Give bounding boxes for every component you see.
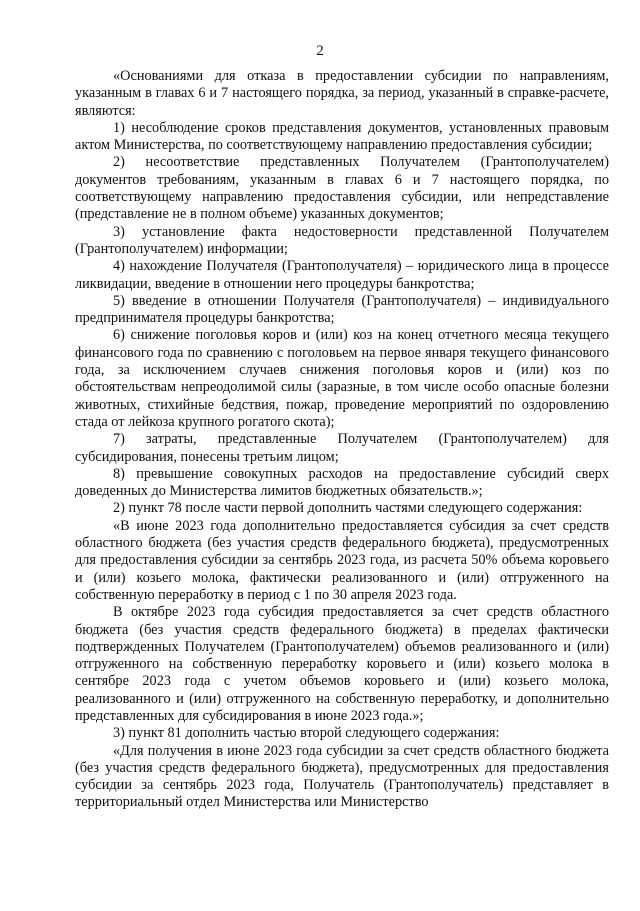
paragraph: 8) превышение совокупных расходов на предоставление субсидий сверх доведенных до Министерства лимитов бюджетных обязательств.»; <box>75 465 609 500</box>
paragraph: 4) нахождение Получателя (Грантополучателя) – юридического лица в процессе ликвидации, введение в отношении него процедуры банкротства; <box>75 258 609 292</box>
paragraph: 2) несоответствие представленных Получателем (Грантополучателем) документов требованиям, указанным в главах 6 и 7 настоящего порядка, по соответствующему направлению предоставления субсидии, или непредставление (представление не в полном объеме) указанных документов; <box>75 154 609 223</box>
page-number: 2 <box>316 43 324 59</box>
paragraph: «Для получения в июне 2023 года субсидии за счет средств областного бюджета (без участия средств федерального бюджета), предусмотренных для предоставления субсидии за сентябрь 2023 года, Получатель (Грантополучатель) представляет в территориальный отдел Министерства или Министерство <box>75 742 609 811</box>
paragraph: «В июне 2023 года дополнительно предоставляется субсидия за счет средств областного бюджета (без участия средств федерального бюджета), предусмотренных для предоставления субсидии за сентябрь 2023 года, из расчета 50% объема коровьего и (или) козьего молока, фактически реализованного и (или) отгруженного на собственную переработку в период с 1 по 30 апреля 2023 года. <box>75 517 609 603</box>
paragraph: «Основаниями для отказа в предоставлении субсидии по направлениям, указанным в главах 6 и 7 настоящего порядка, за период, указанный в справке-расчете, являются: <box>75 68 609 119</box>
paragraph: 2) пункт 78 после части первой дополнить частями следующего содержания: <box>113 500 583 517</box>
paragraph: 6) снижение поголовья коров и (или) коз на конец отчетного месяца текущего финансового года по сравнению с поголовьем на первое января текущего финансового года, за исключением случаев снижения поголовья коров и (или) коз по обстоятельствам непреодолимой силы (заразные, в том числе особо опасные болезни животных, стихийные бедствия, пожар, проведение мероприятий по оздоровлению стада от лейкоза крупного рогатого скота); <box>75 327 609 430</box>
paragraph: 1) несоблюдение сроков представления документов, установленных правовым актом Министерства, по соответствующему направлению предоставления субсидии; <box>75 119 609 154</box>
document-body <box>75 68 609 812</box>
paragraph: 7) затраты, представленные Получателем (Грантополучателем) для субсидирования, понесены третьим лицом; <box>75 431 609 465</box>
paragraph: 3) пункт 81 дополнить частью второй следующего содержания: <box>113 725 500 742</box>
paragraph: 3) установление факта недостоверности представленной Получателем (Грантополучателем) информации; <box>75 223 609 257</box>
paragraph: 5) введение в отношении Получателя (Грантополучателя) – индивидуального предпринимателя процедуры банкротства; <box>75 292 609 327</box>
paragraph: В октябре 2023 года субсидия предоставляется за счет средств областного бюджета (без участия средств федерального бюджета) в пределах фактически подтвержденных Получателем (Грантополучателем) объемов реализованного и (или) отгруженного на собственную переработку коровьего и (или) козьего молока в сентябре 2023 года с учетом объемов коровьего и (или) козьего молока, реализованного и (или) отгруженного на собственную переработку, и дополнительно представленных для субсидирования в июне 2023 года.»; <box>75 604 609 724</box>
